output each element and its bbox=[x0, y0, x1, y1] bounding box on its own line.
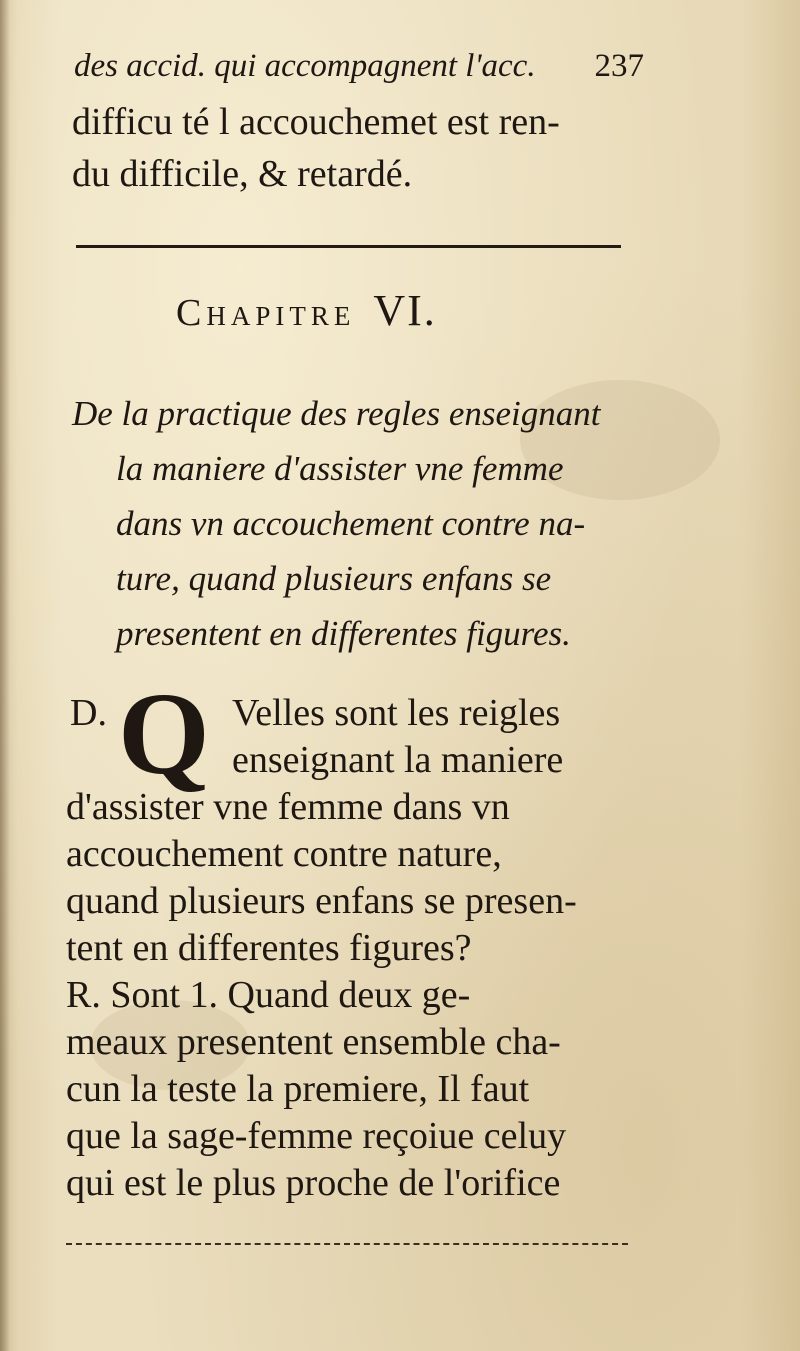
text-line: qui est le plus proche de l'orifice bbox=[66, 1162, 561, 1204]
text-line: cun la teste la premiere, Il faut bbox=[66, 1068, 530, 1110]
binding-shadow bbox=[0, 0, 10, 1351]
summary-line: dans vn accouchement contre na- bbox=[116, 504, 586, 543]
page-number: 237 bbox=[594, 48, 644, 84]
text-line: meaux presentent ensemble cha- bbox=[66, 1021, 561, 1063]
running-header bbox=[74, 48, 644, 90]
section-rule bbox=[76, 245, 621, 248]
answer-line: R. Sont 1. Quand deux ge- bbox=[66, 974, 471, 1016]
chapter-summary bbox=[72, 386, 642, 661]
summary-line: ture, quand plusieurs enfans se bbox=[116, 559, 552, 598]
text-line: tent en differentes figures? bbox=[66, 927, 472, 969]
text-line: Velles sont les reigles bbox=[232, 692, 561, 734]
drop-cap: Q bbox=[118, 668, 210, 799]
summary-line: presentent en differentes figures. bbox=[116, 614, 571, 653]
chapter-heading bbox=[176, 285, 576, 336]
running-title: des accid. qui accompagnent l'acc. bbox=[74, 48, 536, 84]
summary-line: la maniere d'assister vne femme bbox=[116, 449, 564, 488]
chapter-number: VI. bbox=[373, 286, 437, 335]
question-second-line bbox=[66, 737, 656, 784]
text-line: du difficile, & retardé. bbox=[72, 153, 413, 195]
question-answer-text bbox=[66, 668, 656, 1207]
bottom-rule bbox=[66, 1243, 628, 1245]
carryover-text bbox=[72, 96, 642, 200]
text-line: que la sage-femme reçoiue celuy bbox=[66, 1115, 567, 1157]
text-line: quand plusieurs enfans se presen- bbox=[66, 880, 577, 922]
text-line: difficu té l accouchemet est ren- bbox=[72, 101, 560, 143]
text-line: enseignant la maniere bbox=[232, 739, 564, 781]
text-line: d'assister vne femme dans vn bbox=[66, 786, 510, 828]
text-line: accouchement contre nature, bbox=[66, 833, 502, 875]
question-label: D. bbox=[70, 692, 107, 734]
summary-line: De la practique des regles enseignant bbox=[72, 394, 601, 433]
chapter-word: Chapitre bbox=[176, 292, 356, 334]
